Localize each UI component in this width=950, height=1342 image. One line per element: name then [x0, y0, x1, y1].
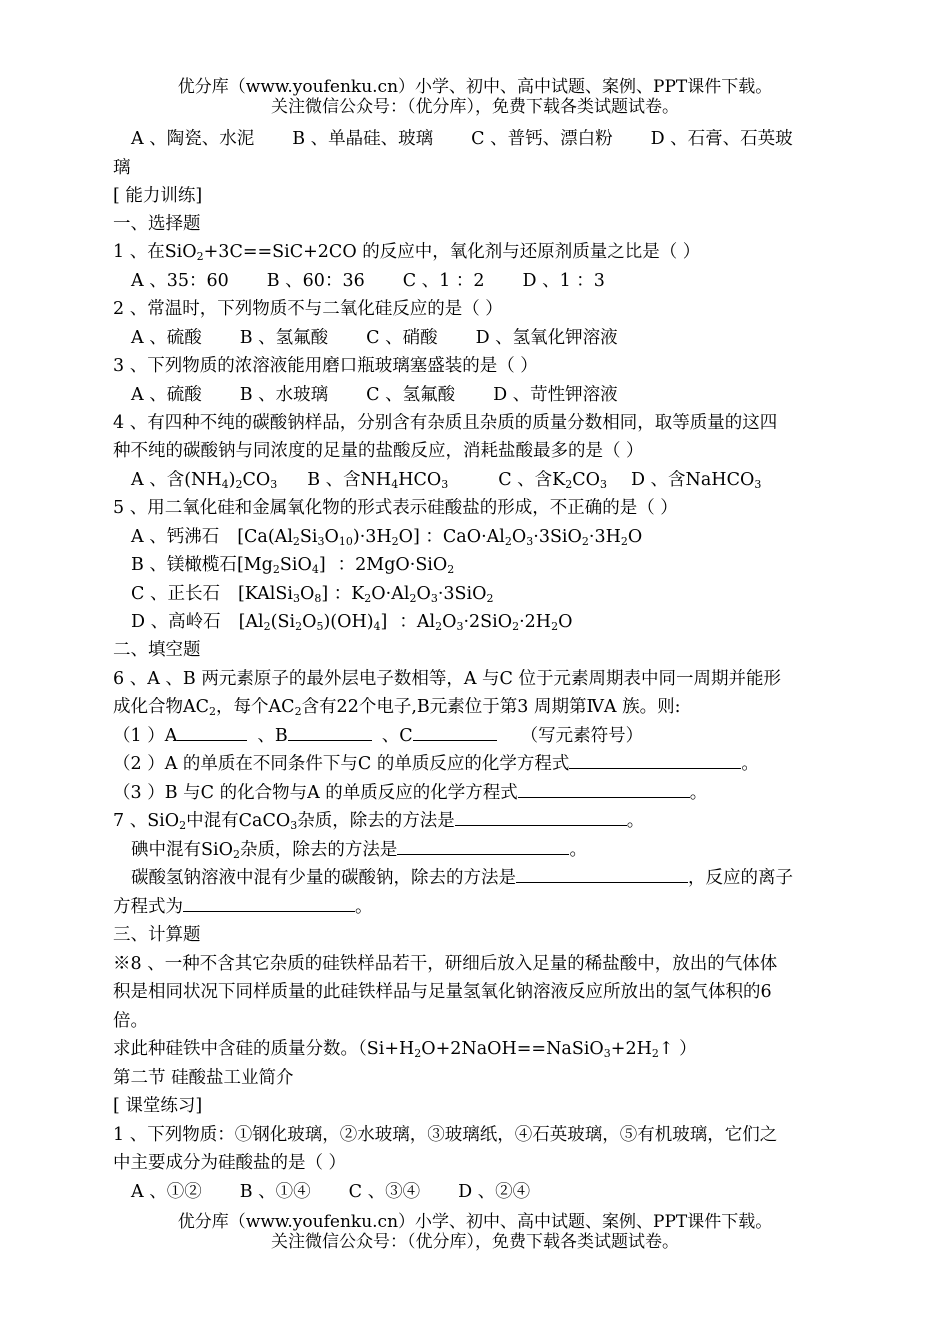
- q6-sub-1: （1 ）A 、B 、C （写元素符号）: [113, 726, 644, 746]
- option-a: A 、含$(NH_4)_2CO_3$: [131, 470, 278, 491]
- q7-line-3: 碳酸氢钠溶液中混有少量的碳酸钠，除去的方法是 ，反应的离子: [131, 868, 793, 888]
- cq1-options: [131, 1181, 861, 1203]
- q8-line-4: 求此种硅铁中含硅的质量分数。（$Si+H_2O+2NaOH==NaSiO_3+2H_2↑$ ）: [113, 1039, 697, 1060]
- q1-options: [131, 270, 861, 292]
- q4-options: [131, 469, 861, 491]
- option-c: C 、普钙、漂白粉: [471, 129, 613, 149]
- option-d: D 、苛性钾溶液: [493, 385, 618, 405]
- option-b: B 、氢氟酸: [239, 328, 329, 348]
- q8-line-1: ※8 、一种不含其它杂质的硅铁样品若干，研细后放入足量的稀盐酸中，放出的气体体: [113, 954, 778, 974]
- option-a: A 、硫酸: [131, 328, 202, 348]
- part3-title: 三、计算题: [113, 925, 201, 945]
- q6-sub-2: （2 ）A 的单质在不同条件下与C 的单质反应的化学方程式 。: [113, 754, 759, 774]
- q1-stem: 1 、在SiO$_2$+3C==SiC+2CO 的反应中，氧化剂与还原剂质量之比是（ ）: [113, 242, 701, 263]
- section-ability-heading: [ 能力训练]: [113, 186, 203, 206]
- page-footer-line-2: 关注微信公众号：（优分库），免费下载各类试题试卷。: [271, 1232, 679, 1252]
- option-b: B 、单晶硅、玻璃: [292, 129, 434, 149]
- blank-a[interactable]: [177, 725, 247, 741]
- blank-c[interactable]: [413, 725, 497, 741]
- section-class-heading: [ 课堂练习]: [113, 1096, 203, 1116]
- option-a: A 、硫酸: [131, 385, 202, 405]
- q3-options: [131, 384, 861, 406]
- q8-line-2: 积是相同状况下同样质量的此硅铁样品与足量氢氧化钠溶液反应所放出的氢气体积的6: [113, 982, 772, 1002]
- blank-equation-2[interactable]: [569, 753, 741, 769]
- q4-stem-line-2: 种不纯的碳酸钠与同浓度的足量的盐酸反应，消耗盐酸最多的是（ ）: [113, 441, 644, 461]
- blank-equation-3[interactable]: [518, 782, 690, 798]
- q6-sub-3: （3 ）B 与C 的化合物与A 的单质反应的化学方程式 。: [113, 783, 708, 803]
- prev-question-wrap: 璃: [113, 158, 131, 178]
- q6-line-1: 6 、A 、B 两元素原子的最外层电子数相等，A 与C 位于元素周期表中同一周期并能形: [113, 669, 781, 689]
- q2-stem: 2 、常温时，下列物质不与二氧化硅反应的是（ ）: [113, 299, 503, 319]
- blank-b[interactable]: [288, 725, 372, 741]
- option-c: C 、1 ：2: [402, 271, 485, 291]
- q2-options: [131, 327, 861, 349]
- option-b: B 、水玻璃: [239, 385, 329, 405]
- blank-ionic-equation[interactable]: [183, 896, 355, 912]
- option-c: C 、含$K_2CO_3$: [498, 470, 607, 491]
- option-b: B 、含$NH_4HCO_3$: [307, 470, 449, 491]
- blank-method-3[interactable]: [516, 867, 688, 883]
- q4-stem-line-1: 4 、有四种不纯的碳酸钠样品，分别含有杂质且杂质的质量分数相同，取等质量的这四: [113, 413, 778, 433]
- option-d: D 、氢氧化钾溶液: [475, 328, 618, 348]
- part2-title: 二、填空题: [113, 640, 201, 660]
- page-header-line-1: 优分库（www.youfenku.cn）小学、初中、高中试题、案例、PPT课件下载。: [177, 77, 773, 97]
- blank-method-1[interactable]: [455, 810, 627, 826]
- option-b: B 、①④: [239, 1182, 311, 1202]
- option-b: B 、60：36: [266, 271, 365, 291]
- option-c: C 、③④: [348, 1182, 421, 1202]
- option-d: D 、1 ：3: [522, 271, 605, 291]
- part1-title: 一、选择题: [113, 214, 201, 234]
- q5-option-c: C 、正长石 $[KAlSi_3O_8]$ ：$K_2O\cdot Al_2O_3\cdot 3SiO_2$: [131, 584, 494, 605]
- cq1-line-2: 中主要成分为硅酸盐的是（ ）: [113, 1153, 347, 1173]
- section2-title: 第二节 硅酸盐工业简介: [113, 1068, 294, 1088]
- q5-option-d: D 、高岭石 $[Al_2(Si_2O_5)(OH)_4]$ ：$Al_2O_3\cdot 2SiO_2\cdot 2H_2O$: [131, 612, 573, 633]
- option-a: A 、①②: [131, 1182, 202, 1202]
- q5-stem: 5 、用二氧化硅和金属氧化物的形式表示硅酸盐的形成，不正确的是（ ）: [113, 498, 678, 518]
- option-c: C 、硝酸: [366, 328, 438, 348]
- option-d: D 、石膏、石英玻: [650, 129, 793, 149]
- page-footer-line-1: 优分库（www.youfenku.cn）小学、初中、高中试题、案例、PPT课件下载。: [177, 1212, 773, 1232]
- option-d: D 、含NaHCO$_3$: [630, 470, 762, 491]
- prev-question-options: [131, 128, 861, 150]
- option-c: C 、氢氟酸: [366, 385, 456, 405]
- q7-line-2: 碘中混有SiO$_2$杂质，除去的方法是 。: [131, 840, 587, 861]
- q5-option-a: A 、钙沸石 $[Ca(Al_2Si_3O_{10})\cdot 3H_2O]$ ：$CaO\cdot Al_2O_3\cdot 3SiO_2\cdot 3H_2O$: [131, 527, 643, 548]
- option-a: A 、陶瓷、水泥: [131, 129, 255, 149]
- cq1-line-1: 1 、下列物质：①钢化玻璃，②水玻璃，③玻璃纸，④石英玻璃，⑤有机玻璃，它们之: [113, 1125, 778, 1145]
- q8-line-3: 倍。: [113, 1011, 148, 1031]
- option-a: A 、35：60: [131, 271, 229, 291]
- q3-stem: 3 、下列物质的浓溶液能用磨口瓶玻璃塞盛装的是（ ）: [113, 356, 538, 376]
- page-header-line-2: 关注微信公众号：（优分库），免费下载各类试题试卷。: [271, 97, 679, 117]
- blank-method-2[interactable]: [397, 839, 569, 855]
- q7-line-1: 7 、SiO$_2$中混有CaCO$_3$杂质，除去的方法是 。: [113, 811, 645, 832]
- q6-line-2: 成化合物$AC_2$，每个$AC_2$含有22个电子,B元素位于第3 周期第ⅣA 族。则:: [113, 697, 681, 718]
- q7-line-4: 方程式为 。: [113, 897, 373, 917]
- option-d: D 、②④: [458, 1182, 531, 1202]
- q5-option-b: B 、镁橄榄石$[Mg_2SiO_4]$ ：2MgO·SiO$_2$: [131, 555, 455, 576]
